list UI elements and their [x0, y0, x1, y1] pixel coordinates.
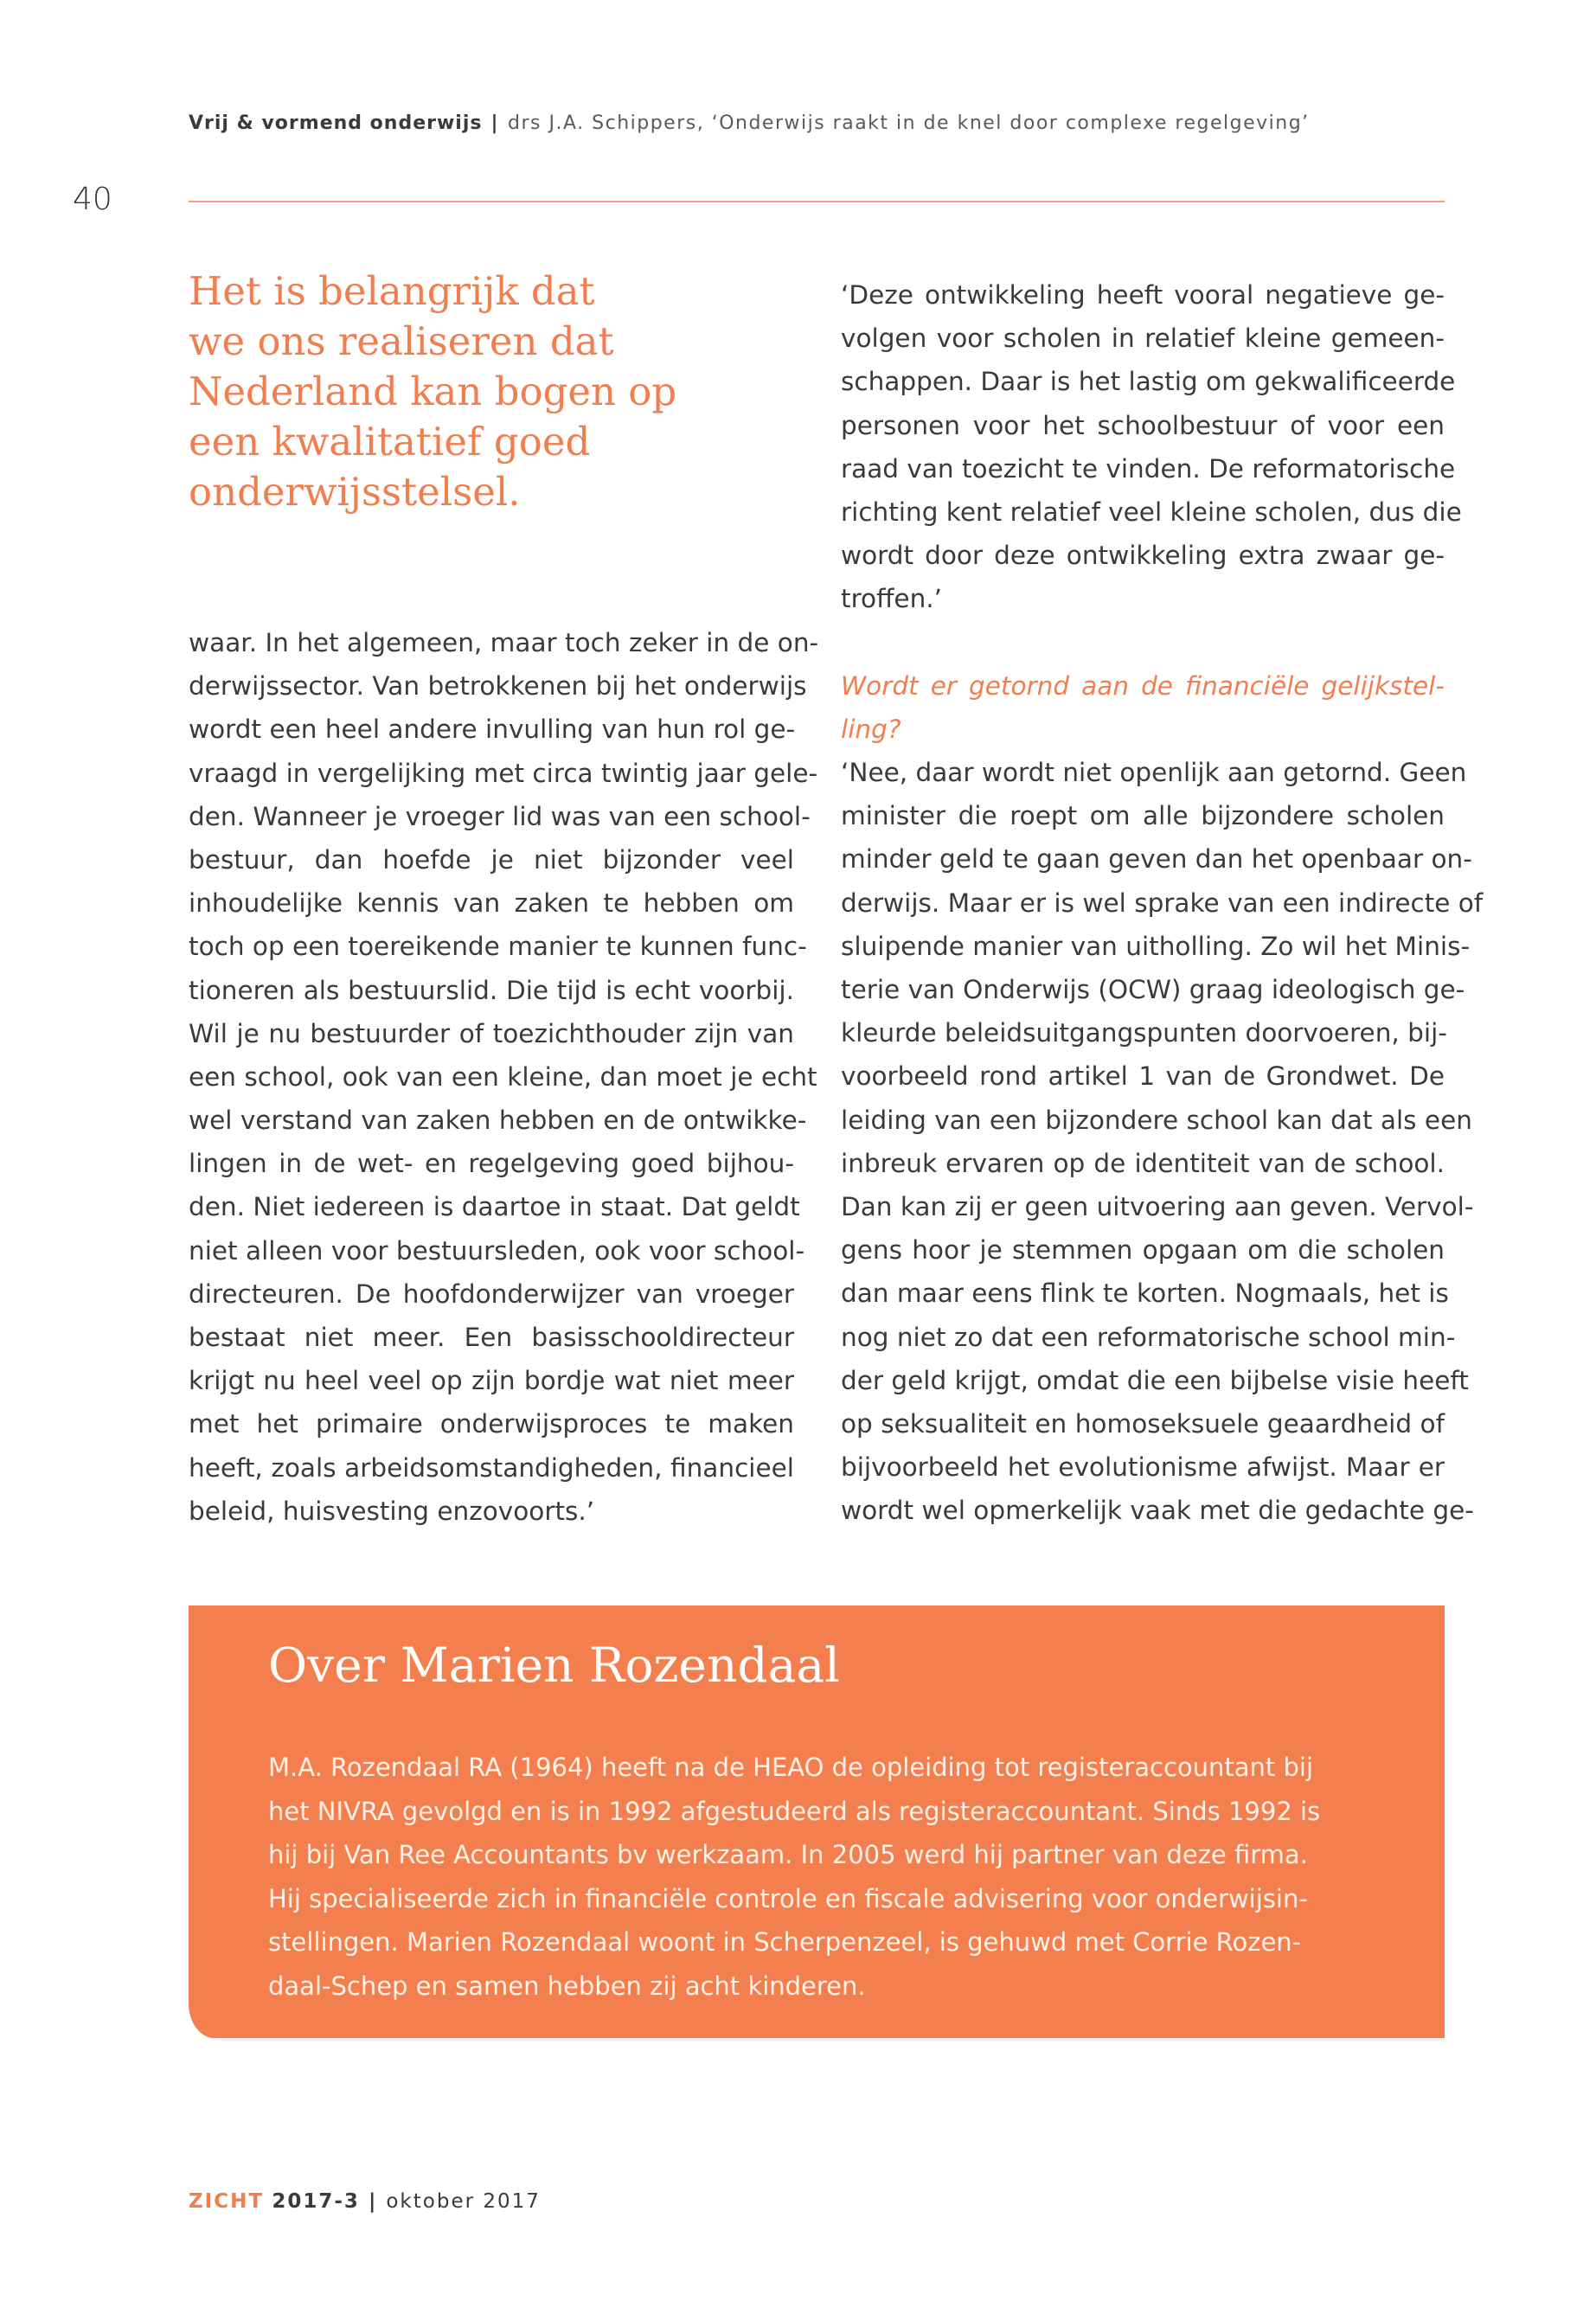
article-reference: drs J.A. Schippers, ‘Onderwijs raakt in de knel door complexe regelgeving’	[508, 112, 1310, 134]
pullquote-line: Nederland kan bogen op	[189, 369, 677, 414]
bio-line: daal-Schep en samen hebben zij acht kinderen.	[268, 1971, 866, 2001]
left-column	[189, 621, 819, 1533]
body-line: niet alleen voor bestuursleden, ook voor school-	[189, 1235, 805, 1266]
body-line: den. Niet iedereen is daartoe in staat. Dat geldt	[189, 1192, 800, 1222]
body-line: derwijs. Maar er is wel sprake van een indirecte of	[841, 888, 1484, 918]
bio-title: Over Marien Rozendaal	[268, 1638, 840, 1693]
body-line: vraagd in vergelijking met circa twintig jaar gele-	[189, 758, 818, 788]
body-line: wordt wel opmerkelijk vaak met die gedachte ge-	[841, 1496, 1474, 1526]
bio-line: Hij specialiseerde zich in financiële controle en fiscale advisering voor onderwijsin-	[268, 1883, 1308, 1913]
body-line: ‘Deze ontwikkeling heeft vooral negatieve ge-	[841, 280, 1445, 310]
body-line: troffen.’	[841, 584, 943, 614]
body-line: wel verstand van zaken hebben en de ontwikke-	[189, 1106, 807, 1136]
body-line: wordt een heel andere invulling van hun rol ge-	[189, 715, 796, 745]
magazine-brand: ZICHT	[189, 2190, 265, 2213]
body-line: nog niet zo dat een reformatorische school min-	[841, 1322, 1456, 1352]
body-line: den. Wanneer je vroeger lid was van een school-	[189, 801, 811, 831]
right-column	[841, 273, 1484, 1532]
paragraph-gap	[841, 621, 1445, 664]
running-header	[189, 112, 1310, 134]
body-line: wordt door deze ontwikkeling extra zwaar ge-	[841, 541, 1445, 571]
body-line: Wil je nu bestuurder of toezichthouder zijn van	[189, 1018, 794, 1048]
body-line: op seksualiteit en homoseksuele geaardheid of	[841, 1408, 1445, 1439]
body-line: waar. In het algemeen, maar toch zeker in de on-	[189, 628, 819, 657]
body-line: met het primaire onderwijsproces te maken	[189, 1409, 794, 1439]
body-line: inbreuk ervaren op de identiteit van de school.	[841, 1148, 1445, 1178]
interview-question: Wordt er getornd aan de financiële gelijkstel-	[841, 670, 1445, 701]
body-line: raad van toezicht te vinden. De reformatorische	[841, 453, 1456, 484]
interview-question: ling?	[841, 714, 901, 744]
bio-line: het NIVRA gevolgd en is in 1992 afgestudeerd als registeraccountant. Sinds 1992 is	[268, 1796, 1321, 1826]
body-line: schappen. Daar is het lastig om gekwalificeerde	[841, 367, 1456, 397]
body-line: personen voor het schoolbestuur of voor een	[841, 410, 1445, 440]
header-separator: |	[490, 112, 500, 134]
footer	[189, 2190, 541, 2213]
pullquote-line: Het is belangrijk dat	[189, 268, 595, 314]
body-line: ‘Nee, daar wordt niet openlijk aan getornd. Geen	[841, 758, 1467, 788]
body-line: lingen in de wet- en regelgeving goed bijhou-	[189, 1149, 794, 1179]
pullquote	[189, 266, 725, 517]
body-line: sluipende manier van uitholling. Zo wil het Minis-	[841, 931, 1471, 961]
magazine-section: Vrij & vormend onderwijs	[189, 112, 483, 134]
body-line: tioneren als bestuurslid. Die tijd is echt voorbij.	[189, 975, 794, 1005]
body-line: een school, ook van een kleine, dan moet je echt	[189, 1061, 817, 1092]
body-line: kleurde beleidsuitgangspunten doorvoeren, bij-	[841, 1018, 1447, 1048]
footer-separator: |	[368, 2190, 378, 2213]
body-line: bijvoorbeeld het evolutionisme afwijst. Maar er	[841, 1452, 1445, 1483]
body-line: directeuren. De hoofdonderwijzer van vroeger	[189, 1279, 794, 1309]
body-line: leiding van een bijzondere school kan dat als een	[841, 1105, 1472, 1135]
body-line: minder geld te gaan geven dan het openbaar on-	[841, 844, 1472, 875]
body-line: toch op een toereikende manier te kunnen func-	[189, 932, 807, 962]
pullquote-line: een kwalitatief goed	[189, 419, 591, 465]
header-divider	[189, 201, 1445, 202]
bio-line: M.A. Rozendaal RA (1964) heeft na de HEAO de opleiding tot registeraccountant bij	[268, 1753, 1314, 1782]
body-line: bestuur, dan hoefde je niet bijzonder veel	[189, 844, 794, 875]
body-line: krijgt nu heel veel op zijn bordje wat niet meer	[189, 1366, 794, 1396]
bio-line: stellingen. Marien Rozendaal woont in Scherpenzeel, is gehuwd met Corrie Rozen-	[268, 1927, 1302, 1957]
body-line: richting kent relatief veel kleine scholen, dus die	[841, 497, 1462, 527]
body-line: Dan kan zij er geen uitvoering aan geven. Vervol-	[841, 1191, 1474, 1221]
pullquote-line: we ons realiseren dat	[189, 318, 614, 364]
body-line: beleid, huisvesting enzovoorts.’	[189, 1496, 595, 1526]
body-line: minister die roept om alle bijzondere scholen	[841, 801, 1445, 831]
bio-text	[268, 1746, 1320, 2008]
body-line: der geld krijgt, omdat die een bijbelse visie heeft	[841, 1365, 1469, 1395]
body-line: voorbeeld rond artikel 1 van de Grondwet. De	[841, 1061, 1445, 1092]
body-line: dan maar eens flink te korten. Nogmaals, het is	[841, 1279, 1449, 1309]
body-line: heeft, zoals arbeidsomstandigheden, financieel	[189, 1452, 794, 1483]
body-line: inhoudelijke kennis van zaken te hebben om	[189, 888, 794, 919]
pullquote-line: onderwijsstelsel.	[189, 469, 521, 515]
body-line: gens hoor je stemmen opgaan om die scholen	[841, 1235, 1445, 1266]
page-number: 40	[73, 182, 112, 217]
bio-line: hij bij Van Ree Accountants bv werkzaam. In 2005 werd hij partner van deze firma.	[268, 1840, 1308, 1869]
body-line: terie van Onderwijs (OCW) graag ideologisch ge-	[841, 975, 1465, 1004]
body-line: volgen voor scholen in relatief kleine gemeen-	[841, 324, 1445, 354]
body-line: derwijssector. Van betrokkenen bij het onderwijs	[189, 671, 807, 702]
issue-date: oktober 2017	[386, 2190, 541, 2213]
body-line: bestaat niet meer. Een basisschooldirecteur	[189, 1323, 794, 1352]
issue-number: 2017-3	[272, 2190, 360, 2213]
